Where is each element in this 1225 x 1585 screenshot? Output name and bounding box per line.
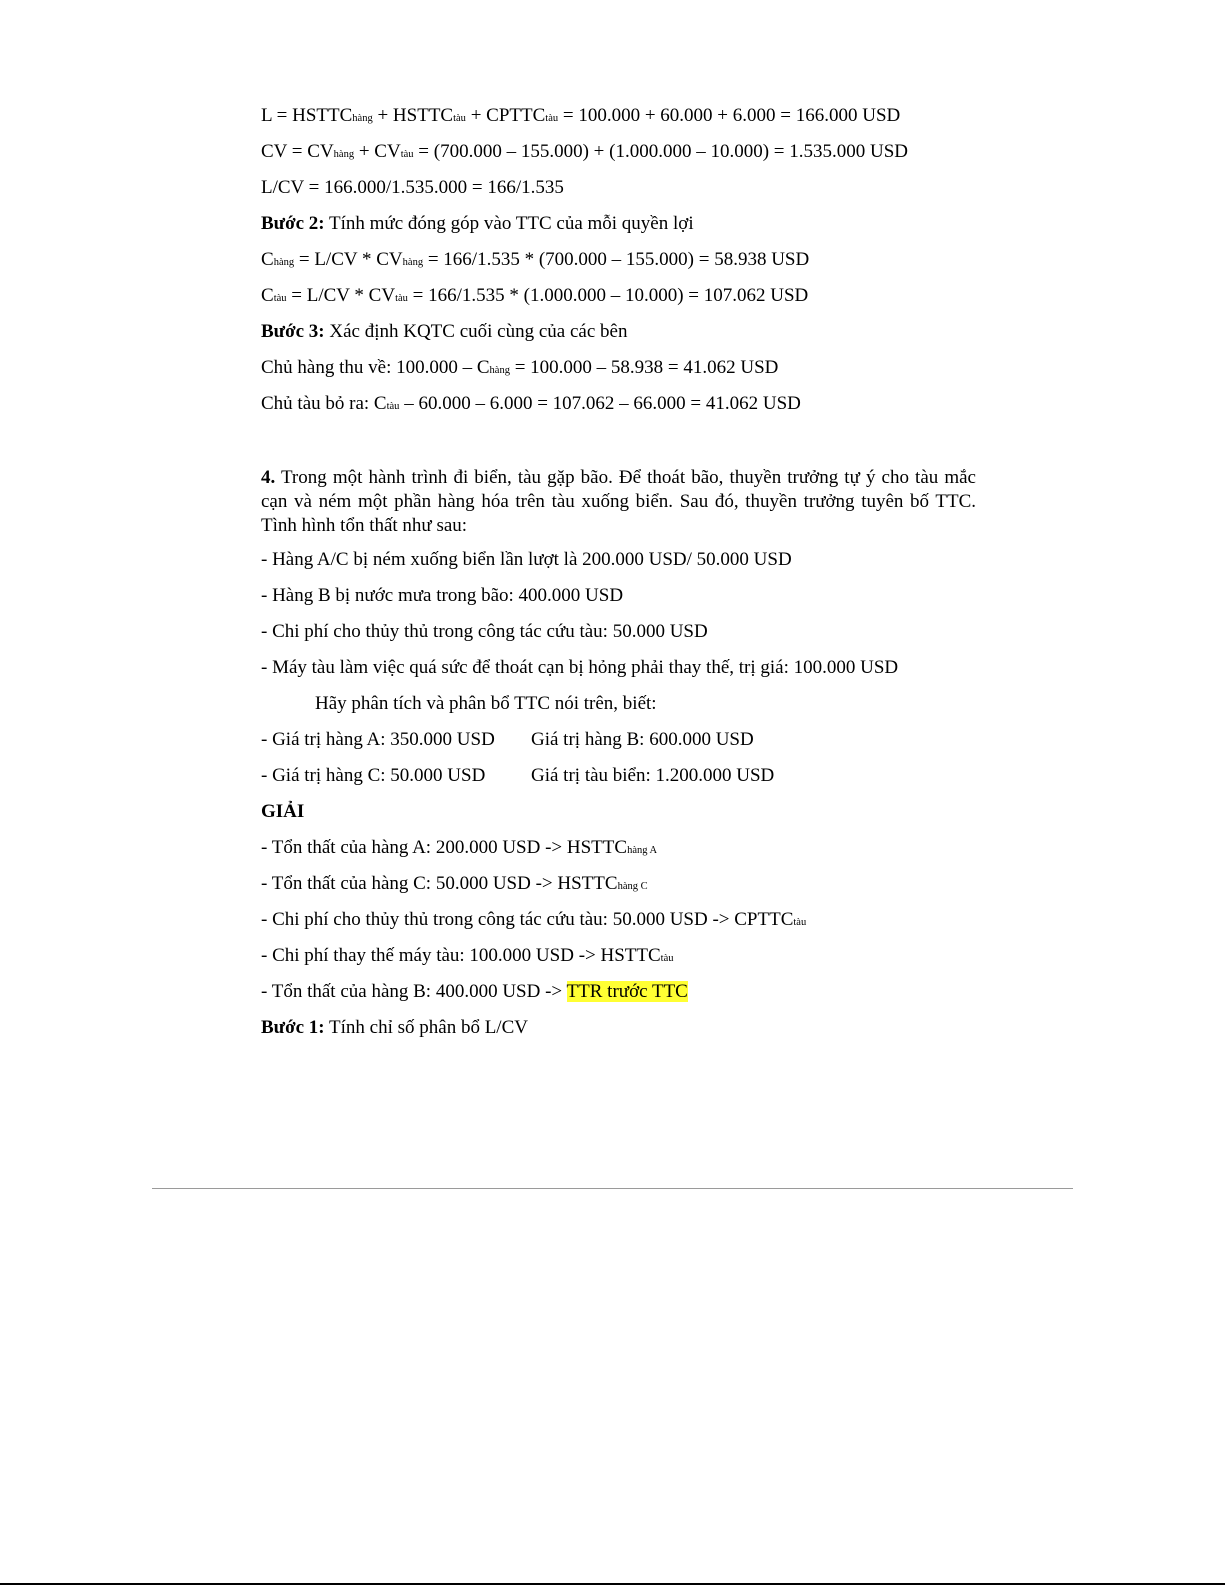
formula-cv: CV = CVhàng + CVtàu = (700.000 – 155.000) + (1.000.000 – 10.000) = 1.535.000 USD <box>261 141 908 162</box>
step-2: Bước 2: Tính mức đóng góp vào TTC của mỗi quyền lợi <box>261 213 694 234</box>
solution-item: - Tổn thất của hàng C: 50.000 USD -> HSTTChàng C <box>261 873 648 894</box>
problem-instruction: Hãy phân tích và phân bổ TTC nói trên, biết: <box>315 693 657 714</box>
values-row: - Giá trị hàng A: 350.000 USD Giá trị hàng B: 600.000 USD <box>261 729 754 750</box>
step-3: Bước 3: Xác định KQTC cuối cùng của các bên <box>261 321 628 342</box>
page-break-divider <box>152 1188 1073 1189</box>
loss-item: - Máy tàu làm việc quá sức để thoát cạn bị hỏng phải thay thế, trị giá: 100.000 USD <box>261 657 899 678</box>
solution-item: - Chi phí thay thế máy tàu: 100.000 USD -> HSTTCtàu <box>261 945 674 966</box>
values-row: - Giá trị hàng C: 50.000 USD Giá trị tàu biển: 1.200.000 USD <box>261 765 775 786</box>
ship-owner-result: Chủ tàu bỏ ra: Ctàu – 60.000 – 6.000 = 107.062 – 66.000 = 41.062 USD <box>261 393 801 414</box>
loss-item: - Hàng B bị nước mưa trong bão: 400.000 USD <box>261 585 624 606</box>
highlighted-text: TTR trước TTC <box>566 981 688 1002</box>
problem-statement: 4. Trong một hành trình đi biển, tàu gặp bão. Để thoát bão, thuyền trưởng tự ý cho tàu mắc cạn và ném một phần hàng hóa trên tàu xuống biển. Sau đó, thuyền trưởng tuyên bố TTC. Tình hình tổn thất như sau: <box>261 467 976 536</box>
step-1: Bước 1: Tính chỉ số phân bổ L/CV <box>261 1017 528 1038</box>
formula-c-tau: Ctàu = L/CV * CVtàu = 166/1.535 * (1.000.000 – 10.000) = 107.062 USD <box>261 285 809 306</box>
loss-item: - Hàng A/C bị ném xuống biển lần lượt là 200.000 USD/ 50.000 USD <box>261 549 792 570</box>
solution-item: - Tổn thất của hàng B: 400.000 USD -> TTR trước TTC <box>261 981 688 1002</box>
formula-l: L = HSTTChàng + HSTTCtàu + CPTTCtàu = 100.000 + 60.000 + 6.000 = 166.000 USD <box>261 105 901 126</box>
formula-c-hang: Chàng = L/CV * CVhàng = 166/1.535 * (700.000 – 155.000) = 58.938 USD <box>261 249 810 270</box>
loss-item: - Chi phí cho thủy thủ trong công tác cứu tàu: 50.000 USD <box>261 621 708 642</box>
solution-item: - Tổn thất của hàng A: 200.000 USD -> HSTTChàng A <box>261 837 658 858</box>
formula-l-cv: L/CV = 166.000/1.535.000 = 166/1.535 <box>261 177 564 198</box>
solution-item: - Chi phí cho thủy thủ trong công tác cứu tàu: 50.000 USD -> CPTTCtàu <box>261 909 807 930</box>
cargo-owner-result: Chủ hàng thu về: 100.000 – Chàng = 100.000 – 58.938 = 41.062 USD <box>261 357 779 378</box>
solution-heading: GIẢI <box>261 801 305 822</box>
